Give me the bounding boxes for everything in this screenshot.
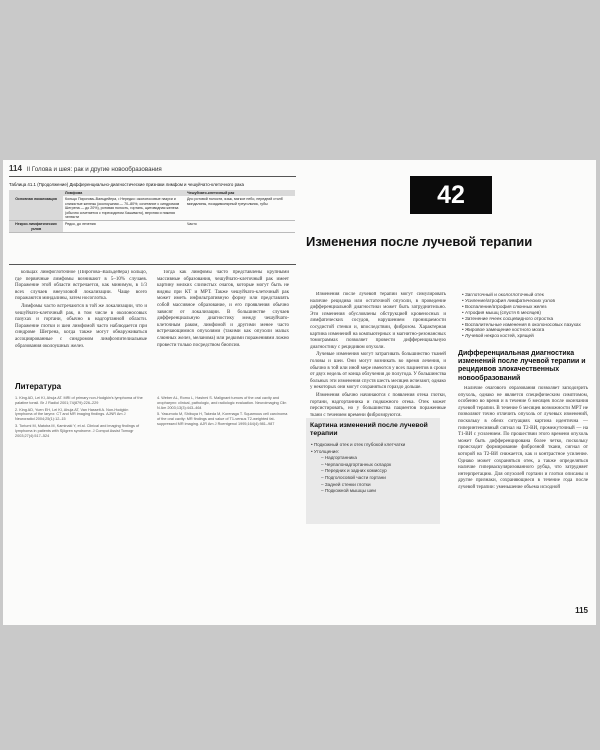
reference-item: 3. Toriumi M, Matoba M, Kaminaki Y, et al. Clinical and imaging findings of lymphoma in patients with Sjögren syndrome. J Comput Assist Tomogr 2003;27(4):517–524	[15, 423, 140, 438]
list-item: • Усиление/атрофия лимфатических узлов	[462, 297, 555, 303]
reference-item: 1. King AD, Lei KI, Ahuja AT. MRI of primary non-Hodgkin's lymphoma of the palatine tonsil. Br J Radiol 2001;74(879):226–229	[15, 396, 143, 405]
box-list	[311, 442, 437, 495]
box-title: Картина изменений после лучевой терапии	[310, 422, 428, 438]
literature-heading: Литература	[15, 382, 62, 391]
right-page-number: 115	[575, 606, 588, 615]
body-column-1	[15, 270, 147, 378]
reference-item: 5. Yasumoto M, Shibuya H, Takeda M, Korenaga T. Squamous cell carcinoma of the oral cavity: MR findings and value of T1-versus T2-weighted fat-suppressed MR imaging. AJR Am J Roentgenol 1995;164(4):981–987	[157, 412, 288, 426]
table-row	[9, 196, 295, 221]
list-item: • Заглоточный и окологлоточный отек	[462, 292, 544, 297]
section-heading: Дифференциальная диагностика изменений после лучевой терапии и рецидивов злокачественных новообразований	[458, 350, 586, 382]
paragraph: Лучевые изменения могут затрагивать большинство тканей головы и шеи. Они могут возникать во время лечения, и обычно в той или иной мере имеются у всех пациентов в сроки от двух недель от конца облучения до полугода. У большинства больных эти изменения спустя шесть месяцев исчезают, однако у некоторых они могут сохраняться гораздо дольше.	[310, 352, 446, 391]
table-cell: Кольцо Пирогова–Вальдейера, • Нередко: околоносовые пазухи и слизистые железы (околоушная — 70–80%; сочетание с синдромом Шегрена — до 20%), ротовая полость, гортань, щитовидная железа (обычно сочетается с тиреоидитом Хашимото), верхняя и нижняя челюсти	[63, 196, 185, 221]
body-column-2	[157, 270, 289, 378]
reference-item: 4. Weber AL, Romo L, Hashmi S. Malignant tumors of the oral cavity and oropharynx: clinical, pathologic, and radiologic evaluation. Neuroimaging Clin N Am 2003;13(3):443–464	[157, 396, 287, 410]
list-item: – Передних и задних комиссур	[321, 468, 387, 474]
list-item: • Атрофия мышц (спустя 6 месяцев)	[462, 309, 541, 315]
chapter-title: Изменения после лучевой терапии	[306, 234, 533, 249]
list-item: – Задней стенки глотки	[321, 481, 371, 487]
running-head-text: II Голова и шея: рак и другие новообразования	[26, 166, 162, 173]
findings-box	[306, 418, 440, 524]
right-page	[300, 160, 596, 625]
header-rule	[9, 176, 296, 177]
list-item: • Затенение ячеек сосцевидного отростка	[462, 315, 554, 321]
list-item: – Подкожной мышцы шеи	[321, 488, 376, 494]
table-caption: Таблица 41.1 (Продолжение) Дифференциально-диагностические признаки лимфом и чешуйчато-клеточного рака	[9, 182, 244, 187]
list-item: • Жировое замещение костного мозга	[462, 327, 545, 333]
left-running-head	[9, 164, 162, 173]
references-left	[15, 396, 145, 476]
paragraph: Наличие очагового образования позволяет заподозрить опухоль, однако не является специфическим симптомом, особенно во время и в течение 6 месяцев после окончания лучевой терапии. В течение 6 месяцев возможности МРТ не позволяют точно отличить опухоль от лучевых изменений, поскольку в обеих ситуациях картина идентична — гиперинтенсивный сигнал на Т2-ВИ, промежуточный — на Т1-ВИ с усилением. По прошествии этого времени опухоль может быть дифференцирована более четко, поскольку происходит формирование фиброзной ткани, сигнал от которой на Т2-ВИ снижается, как и контрастное усиление. Однако может сохраняться отек, а также определяться наличие гиперваскуляризованного рубца, что затрудняет интерпретацию. Для опухолей гортани и глотки описаны и другие признаки, сохраняющиеся в течение года после лучевой терапии: уменьшение объема исходной	[458, 386, 588, 490]
paragraph: Изменения обычно начинаются с появления отека глотки, гортани, надгортанника и подкожного отека. Отек может персистировать, но у большинства пациентов пораженные ткани с течением времени фиброзируются.	[310, 392, 446, 418]
table-bottom-rule	[9, 264, 296, 265]
table-header-cell: Лимфома	[63, 190, 185, 196]
table-cell: Дно ротовой полости, язык, мягкое небо, передний столб миндалины, позадимолярный треугольник, губы	[185, 196, 295, 221]
paragraph: кольцах лимфоглоточное (Пирогова–Вальдейера) кольцо, где первичные лимфомы возникают в 5–10% случаев. Поражение этой области встречается, как минимум, в 1/3 всех случаев внеузловой локализации. Чаще всего поражаются миндалины, затем носоглотка.	[15, 270, 147, 302]
list-item: • Подкожный отек и отек глубокой клетчатки	[311, 442, 406, 447]
row-label: Основная локализация	[9, 196, 63, 221]
paragraph: Лимфомы часто встречаются в той же локализации, что и чешуйчато-клеточный рак, в том числе в околоносовых пазухах и гортани, обычно в надгортанной области. Поражение глотки и шеи лимфомой часто наблюдается при синдроме Шегрена, когда также могут обнаруживаться ассоциированные с синдромом лимфоэпителиальные образования околоушных желез.	[15, 303, 147, 349]
list-item: • Лучевой некроз костей, хрящей	[462, 333, 534, 339]
list-item: – Надгортанника	[321, 455, 357, 461]
bullet-list	[462, 292, 590, 339]
left-page-number: 114	[9, 164, 22, 173]
body-column-2	[458, 386, 588, 600]
paragraph: Тогда как лимфомы часто представлены крупными массивные образования, чешуйчато-клеточный рак имеет картину мелких слизистых очагов, которые могут быть не видны при КТ и МРТ. Также чешуйчато-клеточный рак может иметь инфильтративную форму или представлять собой массивное образование, и его проявления обычно зависят от локализации. В большинстве случаев дифференциальную диагностику между чешуйчато-клеточным раком, лимфомой и другими менее часто встречающимися опухолями (такими как опухоли малых слюнных желез, меланома) или редкими поражениями ложно провести только посредством биопсии.	[157, 270, 289, 348]
references-right	[157, 396, 289, 476]
list-item: – Подголосовой части гортани	[321, 474, 386, 480]
list-item: • Воспалительные изменения в околоносовых пазухах	[462, 321, 581, 327]
row-label: Некроз лимфатических узлов	[9, 221, 63, 233]
list-item: • Воспаление/атрофия слюнных желез	[462, 303, 547, 309]
paragraph: Изменения после лучевой терапии могут симулировать наличие рецидива или остаточной опухоли, в проведение дифференциальной диагностики может быть затруднительно. Эти изменения обусловлены обструкцией кровеносных и лимфатических сосудов, нарушением проницаемости сосудистой стенки и, впоследствии, фиброзом. Характерная картина изменений на компьютерных и магнитно-резонансных томограммах позволяет провести дифференциальную диагностику с рецидивом опухоли.	[310, 292, 446, 350]
table-cell: Часто	[185, 221, 295, 233]
reference-item: 2. King AD, Yuen EH, Lei KI, Ahuja AT, Van Hasselt A. Non-Hodgkin lymphoma of the larynx: CT and MR imaging findings. AJNR Am J Neuroradiol 2004;25(1):12–15	[15, 407, 129, 422]
left-page	[3, 160, 301, 625]
table-row	[9, 221, 295, 233]
diff-table	[9, 190, 295, 233]
table-header-cell: Чешуйчато-клеточный рак	[185, 190, 295, 196]
list-item: • Утолщение:	[311, 448, 340, 454]
table-cell: Редко, до лечения	[63, 221, 185, 233]
list-item: – Черпалонадгортанных складок	[321, 461, 392, 467]
chapter-number: 42	[410, 176, 492, 214]
